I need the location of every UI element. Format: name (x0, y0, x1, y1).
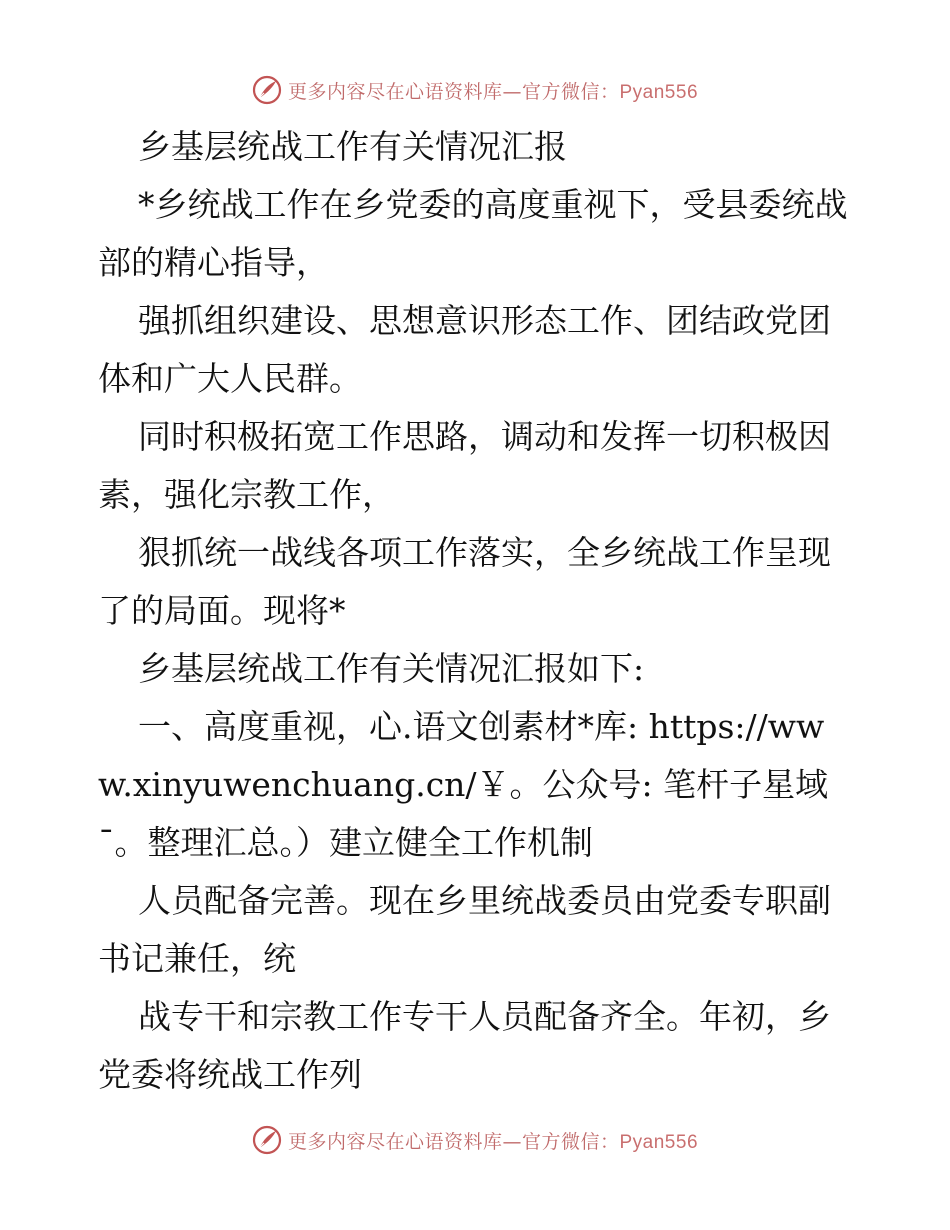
watermark-wechat-id: Pyan556 (619, 81, 699, 103)
paragraph: 人员配备完善。现在乡里统战委员由党委专职副书记兼任，统 (98, 881, 831, 978)
paragraph: *乡统战工作在乡党委的高度重视下，受县委统战部的精心指导， (98, 185, 848, 282)
paragraph: 一、高度重视，心.语文创素材*库: https://www.xinyuwenchuang.cn/￥。公众号: 笔杆子星域¯。整理汇总。）建立健全工作机制 (98, 707, 829, 862)
feather-pen-logo-icon (252, 1125, 282, 1155)
feather-pen-logo-icon (252, 75, 282, 105)
paragraph: 乡基层统战工作有关情况汇报如下: (138, 649, 645, 688)
document-body (98, 118, 858, 1104)
header-watermark (0, 70, 950, 110)
paragraph: 狠抓统一战线各项工作落实，全乡统战工作呈现了的局面。现将* (98, 533, 831, 630)
paragraph: 同时积极拓宽工作思路，调动和发挥一切积极因素，强化宗教工作， (98, 417, 831, 514)
watermark-wechat-id: Pyan556 (619, 1131, 699, 1153)
paragraph: 强抓组织建设、思想意识形态工作、团结政党团体和广大人民群。 (98, 301, 831, 398)
watermark-text: 更多内容尽在心语资料库—官方微信： (287, 80, 620, 103)
watermark-text: 更多内容尽在心语资料库—官方微信： (287, 1130, 620, 1153)
paragraph: 战专干和宗教工作专干人员配备齐全。年初，乡党委将统战工作列 (98, 997, 831, 1094)
footer-watermark (0, 1120, 950, 1160)
paragraph-title: 乡基层统战工作有关情况汇报 (138, 127, 567, 166)
